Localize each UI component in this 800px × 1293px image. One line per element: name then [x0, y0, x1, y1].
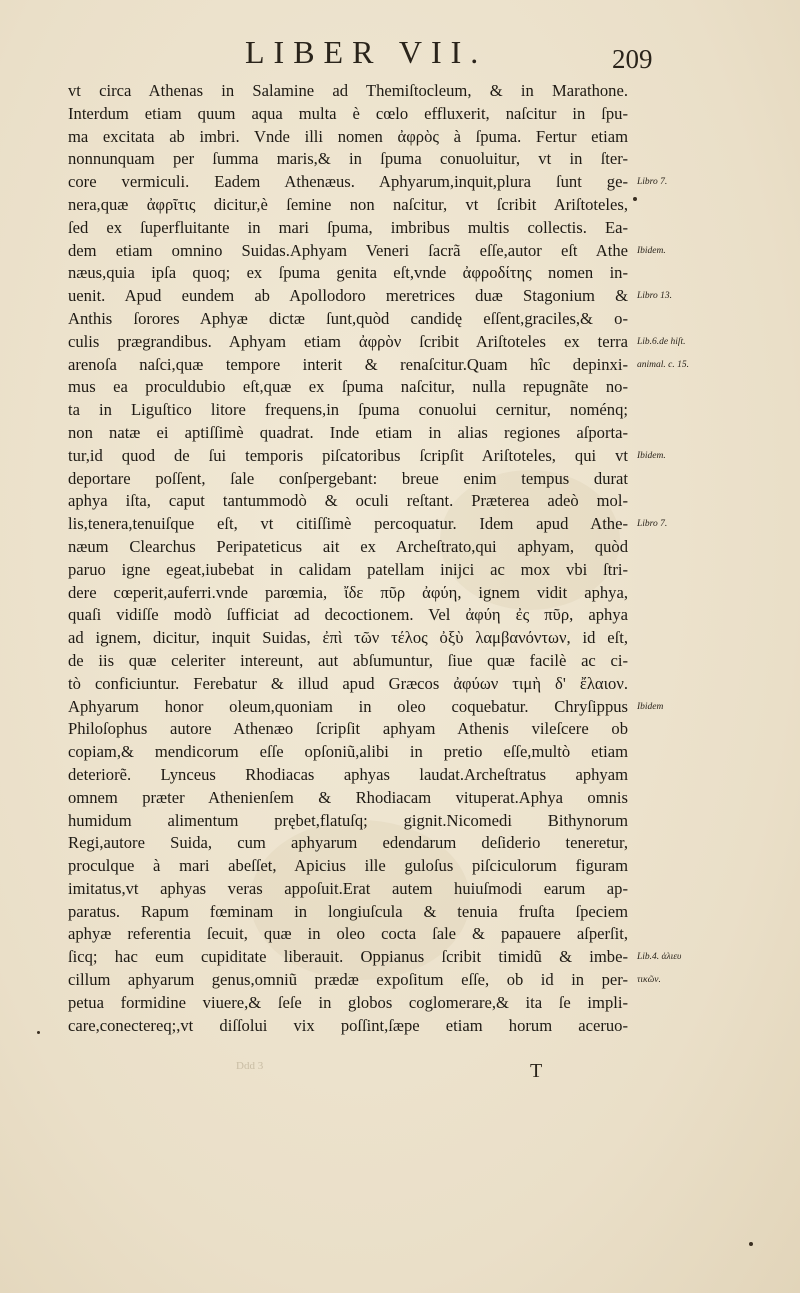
text-line: tur,id quod de ſui temporis piſcatoribus ſcripſit Ariſtoteles, qui vt: [68, 445, 628, 465]
text-line: dem etiam omnino Suidas.Aphyam Veneri ſacrã eſſe,autor eſt Athe: [68, 240, 628, 260]
text-line: Regi,autore Suida, cum aphyarum edendarum deſiderio teneretur,: [68, 833, 628, 853]
margin-note: Libro 13.: [637, 291, 673, 302]
text-line: mus ea proculdubio eſt,quæ ex ſpuma naſcitur, nulla repugnãte no-: [68, 377, 628, 397]
text-line: ta in Liguſtico litore frequens,in ſpuma conuolui cernitur, noménq;: [68, 400, 628, 420]
text-line: de iis quæ celeriter intereunt, aut abſumuntur, ſiue quæ facilè ac ci-: [68, 650, 628, 670]
page-number: 209: [612, 44, 653, 74]
text-line: Anthis ſorores Aphyæ dictæ ſunt,quòd candidę eſſent,graciles,& o-: [68, 308, 628, 328]
text-line: deteriorẽ. Lynceus Rhodiacas aphyas laudat.Archeſtratus aphyam: [68, 764, 628, 784]
text-line: Aphyarum honor oleum,quoniam in oleo coquebatur. Chryſippus: [68, 696, 628, 716]
text-line: nonnunquam per ſumma maris,& in ſpuma conuoluitur, vt in ſter-: [68, 149, 628, 169]
text-line: ſed ex ſuperfluitante in mari ſpuma, imbribus multis collectis. Ea-: [68, 217, 628, 237]
text-line: culis prægrandibus. Aphyam etiam ἀφρὸν ſcribit Ariſtoteles ex terra: [68, 331, 628, 351]
text-line: næus,quia ipſa quoq; ex ſpuma genita eſt,vnde ἀφροδίτης nomen in-: [68, 263, 628, 283]
text-line: nera,quæ ἀφρῖτις dicitur,è ſemine non naſcitur, vt ſcribit Ariſtoteles,: [68, 194, 628, 214]
text-line: proculque à mari abeſſet, Apicius ille guloſus piſciculorum figuram: [68, 856, 628, 876]
text-line: Philoſophus autore Athenæo ſcripſit aphyam Athenis vileſcere ob: [68, 719, 628, 739]
margin-note: τικῶν.: [637, 975, 661, 986]
text-line: cillum aphyarum genus,omniũ prædæ expoſitum eſſe, ob id in per-: [68, 970, 628, 990]
ink-speck: [749, 1242, 753, 1246]
text-line: arenoſa naſci,quæ tempore interit & renaſcitur.Quam hîc depinxi-: [68, 354, 628, 374]
text-line: humidum alimentum prębet,flatuſq; gignit.Nicomedi Bithynorum: [68, 810, 628, 830]
text-line: ſicq; hac eum cupiditate liberauit. Oppianus ſcribit timidũ & imbe-: [68, 947, 628, 967]
text-line: omnem præter Athenienſem & Rhodiacam vituperat.Aphya omnis: [68, 787, 628, 807]
text-line: quaſi vidiſſe modò ſufficiat ad decoctionem. Vel ἀφύη ἐς πῦρ, aphya: [68, 605, 628, 625]
text-line: ma excitata ab imbri. Vnde illi nomen ἀφρὸς à ſpuma. Fertur etiam: [68, 126, 628, 146]
text-line: paruo igne egeat,iubebat in calidam patellam inijci ac mox vbi ſtri-: [68, 559, 628, 579]
text-line: ad ignem, dicitur, inquit Suidas, ἐπὶ τῶν τέλος ὀξὺ λαμβανόντων, id eſt,: [68, 628, 628, 648]
text-line: uenit. Apud eundem ab Apollodoro meretrices duæ Stagonium &: [68, 286, 628, 306]
text-line: imitatus,vt aphyas veras appoſuit.Erat autem huiuſmodi earum ap-: [68, 878, 628, 898]
margin-note: Libro 7.: [637, 519, 668, 530]
margin-note: animal. c. 15.: [637, 359, 689, 370]
text-line: petua formidine viuere,& ſeſe in globos coglomerare,& ita ſe impli-: [68, 992, 628, 1012]
margin-note: Ibidem.: [637, 245, 666, 256]
main-text-block: [68, 80, 628, 1037]
ink-speck: [37, 1031, 40, 1034]
text-line: aphyæ referentia ſecuit, quæ in oleo cocta ſale & papauere aſperſit,: [68, 924, 628, 944]
text-line: vt circa Athenas in Salamine ad Themiſtocleum, & in Marathone.: [68, 81, 628, 100]
text-line: care,conectereq;,vt diſſolui vix poſſint,ſæpe etiam horum aceruo-: [68, 1015, 628, 1035]
text-line: dere cœperit,auferri.vnde parœmia, ἴδε πῦρ ἀφύη, ignem vidit aphya,: [68, 582, 628, 602]
margin-note: Libro 7.: [637, 177, 668, 188]
ink-speck: [633, 197, 637, 201]
running-title: LIBER VII.: [245, 34, 488, 70]
text-line: Interdum etiam quum aqua multa è cœlo effluxerit, naſcitur in ſpu-: [68, 103, 628, 123]
text-line: næum Clearchus Peripateticus ait ex Archeſtrato,qui aphyam, quòd: [68, 536, 628, 556]
margin-note: Ibidem.: [637, 450, 666, 461]
margin-note: Lib.6.de hiſt.: [637, 336, 686, 347]
text-line: tò conficiuntur. Ferebatur & illud apud Græcos ἀφύων τιμὴ δ' ἔλαιον.: [68, 673, 628, 693]
margin-note: Ibidem: [637, 701, 664, 712]
catchword: T: [530, 1060, 543, 1082]
text-line: lis,tenera,tenuiſque eſt, vt citiſſimè percoquatur. Idem apud Athe-: [68, 514, 628, 534]
text-line: core vermiculi. Eadem Athenæus. Aphyarum,inquit,plura ſunt ge-: [68, 172, 628, 192]
text-line: aphya iſta, caput tantummodò & oculi reſtant. Præterea adeò mol-: [68, 491, 628, 511]
margin-note: Lib.4. ἁλιευ: [637, 952, 682, 963]
text-line: deportare poſſent, ſale conſpergebant: breue enim tempus durat: [68, 468, 628, 488]
text-line: copiam,& mendicorum eſſe opſoniũ,alibi in pretio eſſe,multò etiam: [68, 742, 628, 762]
text-line: paratus. Rapum fœminam in longiuſcula & tenuia fruſta ſpeciem: [68, 901, 628, 921]
text-line: non natæ ei aptiſſimè quadrat. Inde etiam in alias regiones aſporta-: [68, 422, 628, 442]
signature-mark: Ddd 3: [236, 1060, 264, 1072]
